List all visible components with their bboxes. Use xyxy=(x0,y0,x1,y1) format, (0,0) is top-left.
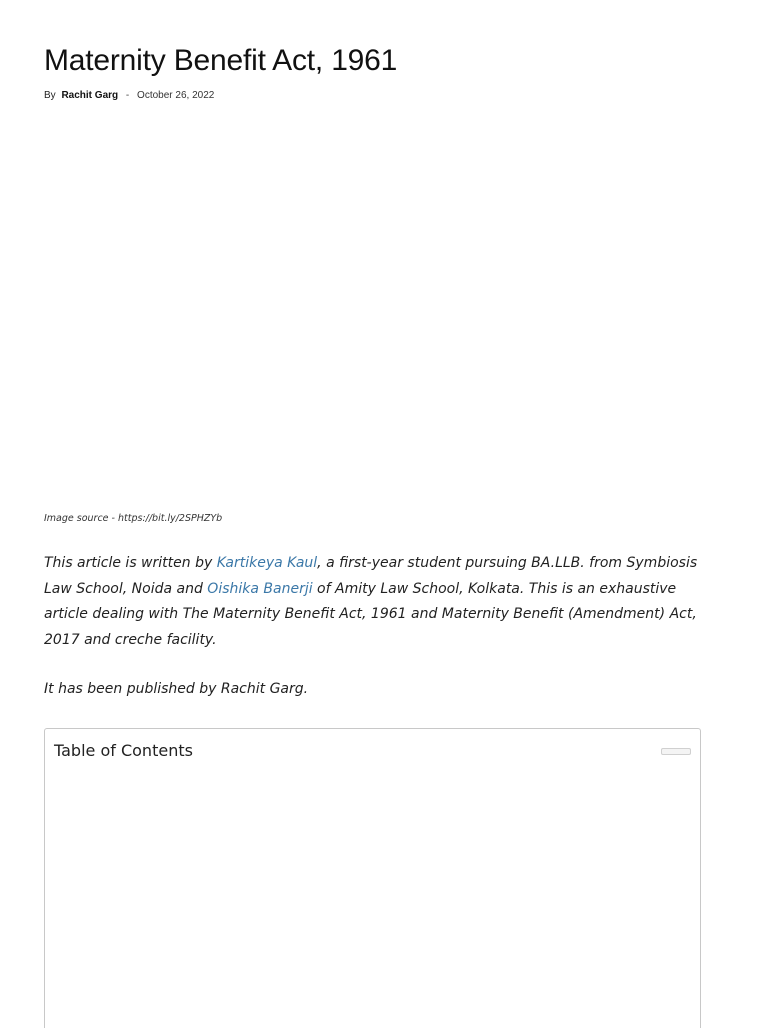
intro-text-3: of Amity Law School, Kolkata. This is an exhaustive article dealing with The Maternity Benefit Act, 1961 and Maternity Benefit (Amendment) Act, 2017 and creche facility. xyxy=(44,580,697,648)
page-title: Maternity Benefit Act, 1961 xyxy=(44,44,398,77)
image-caption: Image source - https://bit.ly/2SPHZYb xyxy=(44,513,223,524)
byline-separator: - xyxy=(125,90,130,101)
published-note: It has been published by Rachit Garg. xyxy=(44,681,309,697)
intro-paragraph xyxy=(44,551,704,653)
author-link[interactable]: Rachit Garg xyxy=(61,90,119,101)
byline-prefix: By xyxy=(44,90,56,101)
intro-text-1: This article is written by xyxy=(44,555,217,571)
intro-text-2: , a first-year student pursuing BA.LLB. from Symbiosis Law School, Noida and xyxy=(44,555,698,597)
publish-date: October 26, 2022 xyxy=(137,90,215,101)
table-of-contents xyxy=(44,728,701,1028)
collapse-toggle-icon[interactable] xyxy=(661,748,691,755)
featured-image xyxy=(44,118,704,503)
byline xyxy=(44,89,214,103)
author-link-kartikeya-kaul[interactable]: Kartikeya Kaul xyxy=(216,555,318,571)
toc-title: Table of Contents xyxy=(54,741,193,760)
author-link-oishika-banerji[interactable]: Oishika Banerji xyxy=(207,580,313,597)
